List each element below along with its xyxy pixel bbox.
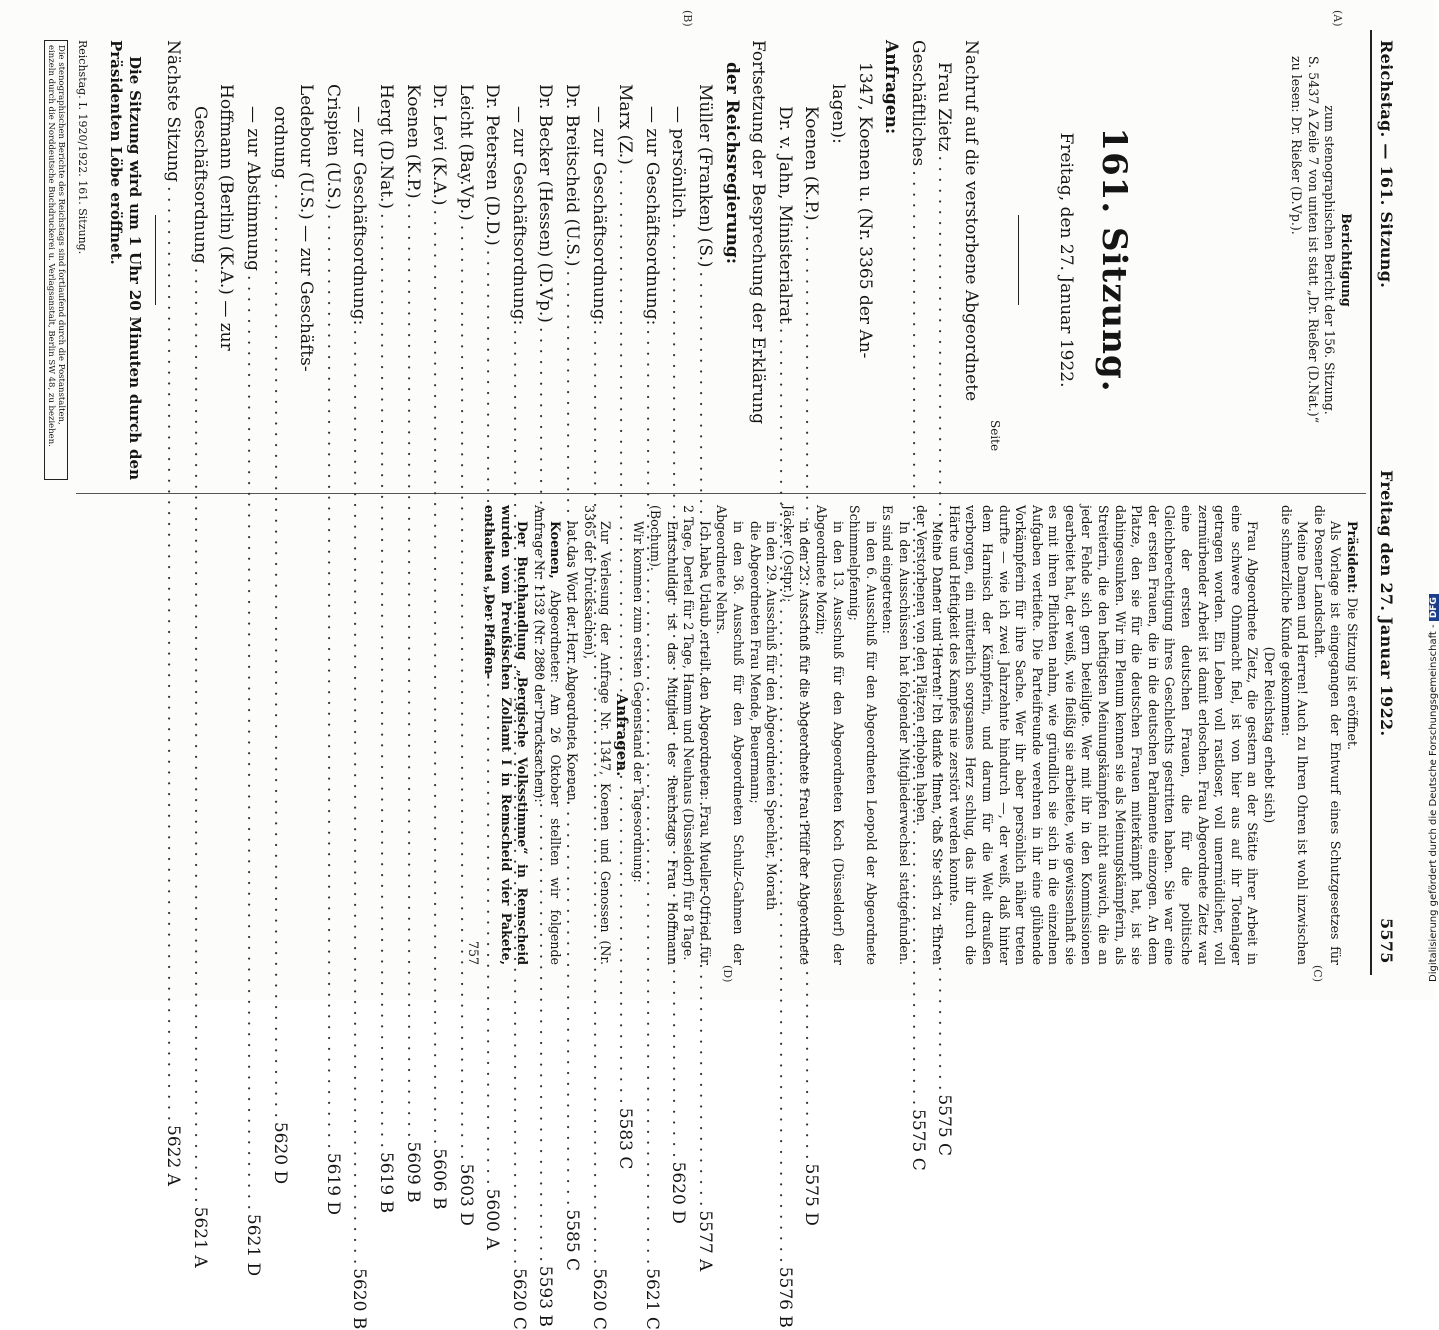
toc-row [293, 40, 320, 480]
toc-entry-page: 5622 A [163, 1125, 184, 1186]
toc-page-header: Seite [988, 420, 1002, 452]
session-date: Freitag, den 27. Januar 1922. [1056, 132, 1076, 388]
right-column [464, 505, 1360, 965]
toc-entry-text: Marx (Z.) [615, 84, 636, 165]
toc-row [798, 40, 825, 1226]
toc-entry-text: — zur Geschäftsordnung: [508, 106, 529, 326]
toc-row [399, 40, 426, 1203]
toc-entry-page: 5576 B [774, 1266, 795, 1328]
digitization-text: Digitalisierung gefördert durch die Deutsche Forschungsgemeinschaft - [1428, 624, 1439, 982]
toc-entry-text: — zur Geschäftsordnung: [588, 106, 609, 326]
toc-entry-text: Hergt (D.Nat.) [375, 84, 396, 210]
page-number: 5575 [1377, 918, 1396, 964]
toc-leader-dots [426, 210, 453, 1145]
toc-entry-page: 5600 A [482, 1188, 503, 1250]
catchword: 757 [465, 940, 481, 965]
toc-rule [155, 215, 156, 305]
toc-row [824, 40, 851, 480]
footer-box-line-1: Die stenographischen Berichte des Reichstags sind fortlaufend durch die Postanstalten, [56, 45, 66, 425]
toc-entry-text: Fortsetzung der Besprechung der Erklärung [748, 40, 769, 425]
correction-line-1: S. 5437 A Zeile 7 von unten ist statt „Dr. Rießer (D.Nat.)“ [1305, 56, 1321, 424]
toc-entry-text: Nächste Sitzung [163, 40, 184, 183]
para-floor: hat das Wort der Herr Abgeordnete Koenen. [565, 521, 581, 805]
toc-entry-text: lagen): [828, 84, 849, 144]
toc-entry-page: 5575 C [907, 1109, 928, 1171]
toc-entry-text: — zur Geschäftsordnung: [641, 106, 662, 326]
toc-entry-page: 5620 B [349, 1268, 370, 1330]
toc-entry-text: Frau Zietz [934, 62, 955, 152]
dfg-logo: DFG [1429, 594, 1439, 621]
digitization-notice [1416, 0, 1439, 1000]
toc-entry-page: 5620 D [668, 1161, 689, 1224]
toc-entry-page: 5585 C [562, 1209, 583, 1272]
toc-row [346, 40, 373, 1330]
header-center: Freitag den 27. Januar 1922. [1377, 470, 1396, 737]
para-reading: Zur Verlesung der Anfrage Nr. 1347, Koenen und Genossen (Nr. 3365 der Drucksachen), [581, 505, 614, 965]
toc-entry-text: Dr. Breitscheid (U.S.) [562, 84, 583, 267]
para-vorlage: Als Vorlage ist eingegangen der Entwurf eines Schutzgesetzes für die Posener Landschaft. [1311, 505, 1344, 965]
para-koenen-1: Abgeordneter: Am 26 Oktober stellten wir folgende Anfrage Nr. 1132 (Nr. 2880 der Drucksachen): [531, 505, 564, 965]
toc-entry-page: 5620 C [508, 1268, 529, 1330]
toc-row [186, 40, 213, 1268]
toc-row [479, 40, 506, 1250]
toc-entry-text: 1347, Koenen u. (Nr. 3365 der An- [854, 62, 875, 359]
toc-row [878, 40, 905, 480]
toc-entry-text: Dr. Levi (K.A.) [429, 84, 450, 206]
toc-entry-page: 5621 C [641, 1268, 662, 1330]
toc-entry-text: Müller (Franken) (S.) [695, 84, 716, 268]
toc-row [319, 40, 346, 1216]
toc-entry-text: Dr. Becker (Hessen) (D.Vp.) [535, 84, 556, 323]
toc-entry-page: 5577 A [695, 1210, 716, 1272]
toc-entry-page: 5620 C [588, 1268, 609, 1330]
toc-entry-text: — zur Abstimmung [242, 106, 263, 272]
toc-entry-page: 5606 B [429, 1148, 450, 1210]
toc-entry-page: 5583 C [615, 1107, 636, 1170]
para-condolence-intro: Meine Damen und Herren! Auch zu Ihren Ohren ist wohl inzwischen die schmerzliche Kunde gekommen: [1278, 505, 1311, 965]
toc-leader-dots [239, 275, 266, 1210]
toc-row [957, 40, 984, 480]
toc-entry-text: — persönlich [668, 106, 689, 219]
footer-box [44, 40, 68, 480]
toc-entry-text: Crispien (U.S.) [322, 84, 343, 210]
marker-c: (C) [1311, 965, 1324, 982]
toc-row [266, 40, 293, 1185]
para-committee-13: in den 13. Ausschuß für den Abgeordneten Koch (Düsseldorf) der Abgeordnete Mozin; [814, 505, 846, 965]
toc-entry-page: 5575 C [934, 1094, 955, 1157]
toc-row [665, 40, 692, 1224]
toc-entry-text: Hoffmann (Berlin) (K.A.) — zur [216, 84, 237, 351]
para-leave: Ich habe Urlaub erteilt den Abgeordneten: Frau Mueller-Otfried für 2 Tage, Dertel für 2 Tage, Hamm und Neuhaus (Düsseldorf) für 8 Tage. [681, 505, 713, 965]
marker-b: (B) [681, 10, 694, 27]
toc-entry-text: der Reichsregierung: [721, 62, 742, 265]
para-excused: Entschuldigt ist das Mitglied des Reichstags Frau Hoffmann (Bochum). [648, 505, 680, 965]
para-thanks: Meine Damen und Herren! Ich danke Ihnen, daß Sie sich zu Ehren der Verstorbenen von den Plätzen erhoben haben. [913, 505, 946, 965]
session-title: 161. Sitzung. [1094, 127, 1134, 393]
toc-entry-page: 5621 A [189, 1206, 210, 1268]
para-committee-change: In den Ausschüssen hat folgender Mitgliederwechsel stattgefunden. Es sind eingetreten: [880, 505, 912, 965]
toc-leader-dots [346, 329, 373, 1264]
marker-a: (A) [1331, 10, 1344, 27]
toc-leader-dots [319, 214, 346, 1149]
toc-entry-page: 5603 D [455, 1163, 476, 1226]
speaker-president: Präsident: [1345, 521, 1360, 594]
toc-leader-dots [266, 183, 293, 1118]
para-committee-6: in den 6. Ausschuß für den Abgeordneten Leopold der Abgeordnete Schimmelpfennig; [847, 505, 879, 965]
toc-entry-page: 5621 D [242, 1213, 263, 1277]
title-rule [1018, 215, 1019, 305]
toc-entry-page: 5593 B [535, 1265, 556, 1327]
toc-leader-dots [186, 268, 213, 1203]
footer-box-line-2: einzeln durch die Norddeutsche Buchdruckerei u. Verlagsanstalt, Berlin SW 48, zu beziehen. [46, 45, 56, 447]
para-committee-29-members: die Abgeordneten Frau Mende, Beuermann; [747, 521, 763, 804]
para-committee-23: in den 23. Ausschuß für die Abgeordnete Frau Pfülf der Abgeordnete Jäcker (Ostpr.); [780, 505, 813, 965]
toc-leader-dots [372, 213, 399, 1148]
toc-entry-page: 5620 D [269, 1121, 290, 1185]
marker-d: (D) [721, 965, 734, 983]
para-committee-36: in den 36. Ausschuß für den Abgeordneten Schulz-Gahmen der Abgeordnete Nehrs. [714, 505, 747, 965]
toc-entry-page: 5575 D [801, 1163, 822, 1226]
toc-entry-text: Dr. Petersen (D.D.) [482, 84, 503, 246]
toc-row [239, 40, 266, 1277]
correction-line-2: zu lesen: Dr. Rießer (D.Vp.). [1289, 56, 1305, 235]
heading-anfragen: Anfragen. [612, 693, 631, 777]
para-obituary: Frau Abgeordnete Zietz, die gestern an der Stätte ihrer Arbeit in eine schwere Ohnmacht fiel, ist von hier aus auf ihr Totenlager getragen worden. Ein Leben voll rastloser, voll unermüdlicher, voll zermürbender Arbeit ist damit erloschen. Frau Abgeordnete Zietz war eine der ersten deutschen Frauen, die für die politische Gleichberechtigung ihres Geschlechts gestritten haben. Sie war eine der ersten Frauen, die in die deutschen Parlamente einzogen. An dem Platze, den sie für die deutschen Frauen miterkämpft hat, ist sie dahingesunken. Wir im Plenum kennen sie als Meinungskämpferin, als Streiterin, die den heftigsten Meinungskämpfen nicht auswich, die an jeder Fehde sich gern beteiligte. Wer mit ihr in den Kommissionen gearbeitet hat, der weiß, wie fleißig sie arbeitete, wie gewissenhaft sie es mit ihren Pflichten nahm, wie gründlich sie sich in die einzelnen Aufgaben vertiefte. Die Parteifreunde verehren in ihr eine glühende Vorkämpferin für ihre Sache. Wer ihr aber persönlich näher treten durfte — wie ich zwei Jahrzehnte hindurch —, der weiß, daß hinter dem Harnisch der Kämpferin, und darum für die Welt draußen verborgen, ein mütterlich sorgsames Herz schlug, das ihr durch die Härte und Heftigkeit des Kampfes nie zerstört werden konnte. [946, 505, 1261, 965]
correction-subtitle: zum stenographischen Bericht der 156. Sitzung. [1322, 105, 1338, 415]
toc-entry-text: Nachruf auf die verstorbene Abgeordnete [961, 40, 981, 402]
bottom-reference: Reichstag. I. 1920/1922. 161. Sitzung. [76, 40, 89, 255]
para-opening: Die Sitzung ist eröffnet. [1345, 597, 1360, 751]
toc-entry-text: Leicht (Bay.Vp.) [455, 84, 476, 221]
toc-row [426, 40, 453, 1210]
toc-row [160, 40, 187, 1186]
toc-entry-text: — zur Geschäftsordnung: [349, 106, 370, 326]
toc-row [718, 40, 745, 480]
toc-row [931, 40, 958, 1157]
para-committee-29: in den 29. Ausschuß für den Abgeordneten Spechler, Morath [764, 521, 780, 911]
toc-entry-text: Geschäftsordnung [189, 106, 210, 264]
toc-leader-dots [399, 203, 426, 1138]
toc-entry-text: Koenen (K.P.) [402, 84, 423, 199]
header-rule [1370, 30, 1372, 975]
toc-row [745, 40, 772, 480]
toc-entry-text: Dr. v. Jahn, Ministerialrat [774, 106, 795, 324]
opening-note: Die Sitzung wird um 1 Uhr 20 Minuten durch den Präsidenten Löbe eröffnet. [107, 40, 144, 480]
toc-row [213, 40, 240, 480]
toc-entry-page: 5609 B [402, 1141, 423, 1203]
toc-entry-text: ordnung [269, 106, 290, 179]
toc-entry-text: Anfragen: [881, 40, 902, 135]
toc-leader-dots [160, 186, 187, 1121]
left-column [1288, 40, 1354, 480]
toc-entry-text: Koenen (K.P.) [801, 106, 822, 221]
toc-entry-page: 5619 B [375, 1151, 396, 1214]
toc-row [851, 40, 878, 480]
toc-entry-text: Geschäftliches [907, 40, 928, 167]
speaker-koenen: Koenen, [548, 521, 564, 579]
toc-row [372, 40, 399, 1214]
correction-title: Berichtigung [1339, 213, 1354, 307]
toc-entry-text: Ledebour (U.S.) — zur Geschäfts- [296, 84, 317, 372]
stage-direction: (Der Reichstag erhebt sich) [1262, 646, 1278, 824]
para-agenda: Wir kommen zum ersten Gegenstand der Tagesordnung: [631, 521, 647, 883]
para-koenen-2: Der Buchhandlung „Bergische Volksstimme“ in Remscheid wurden vom Preußischen Zollamt I in Remscheid vier Pakete, enthaltend „Der Pfaffen- [482, 505, 531, 965]
opening-note-box [106, 40, 144, 480]
toc-entry-page: 5619 D [322, 1152, 343, 1216]
header-left: Reichstag. — 161. Sitzung. [1377, 40, 1396, 289]
